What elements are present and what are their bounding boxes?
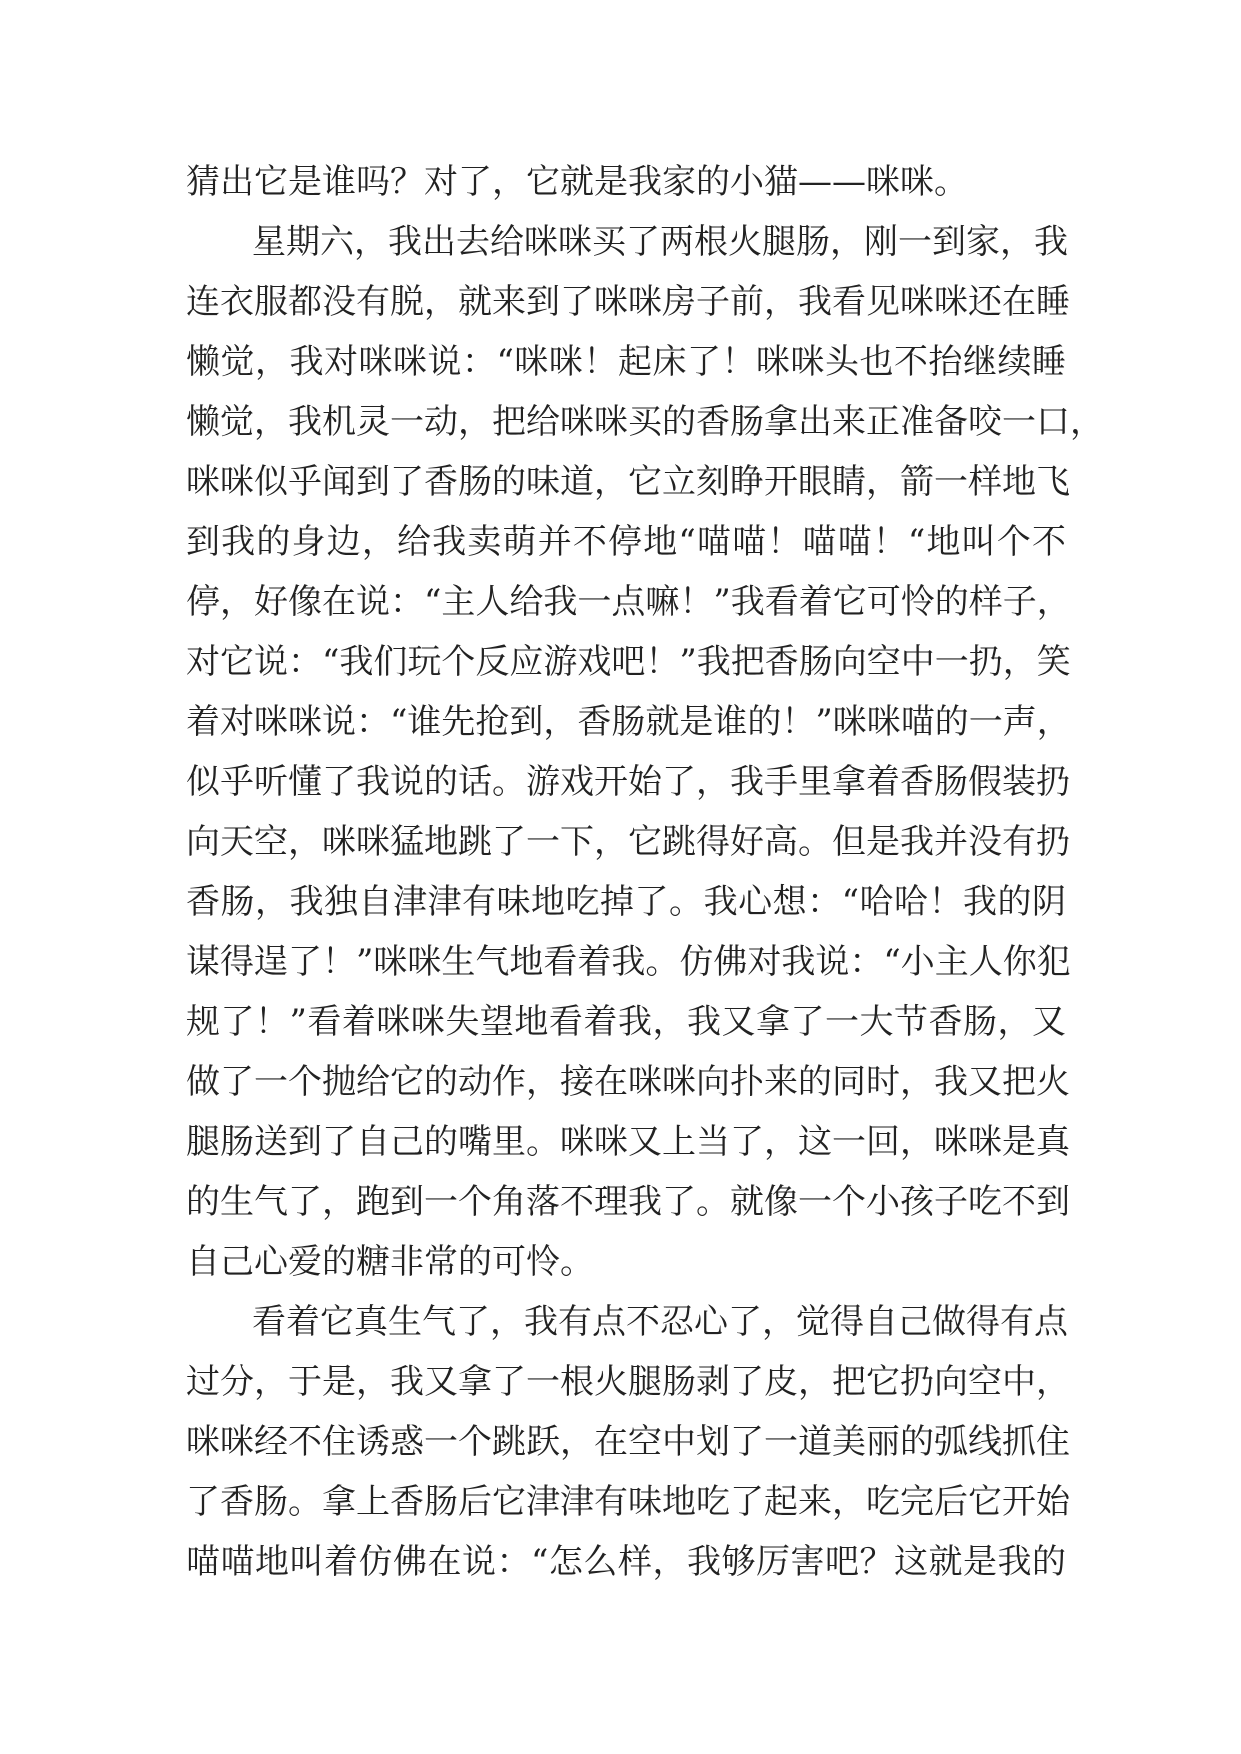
text-line: 喵喵地叫着仿佛在说：“怎么样，我够厉害吧？这就是我的 (186, 1542, 1066, 1582)
text-line: 规了！”看着咪咪失望地看着我，我又拿了一大节香肠，又 (186, 1002, 1066, 1042)
body-text (186, 152, 1104, 1592)
text-line: 着对咪咪说：“谁先抢到，香肠就是谁的！”咪咪喵的一声， (186, 702, 1071, 742)
text-line: 自己心爱的糖非常的可怜。 (186, 1242, 594, 1282)
text-line: 到我的身边，给我卖萌并不停地“喵喵！喵喵！“地叫个不 (186, 522, 1066, 562)
text-line: 向天空，咪咪猛地跳了一下，它跳得好高。但是我并没有扔 (186, 822, 1070, 862)
text-line: 懒觉，我机灵一动，把给咪咪买的香肠拿出来正准备咬一口， (186, 402, 1104, 442)
text-line: 看着它真生气了，我有点不忍心了，觉得自己做得有点 (252, 1302, 1068, 1342)
text-line: 过分，于是，我又拿了一根火腿肠剥了皮，把它扔向空中， (186, 1362, 1070, 1402)
text-line: 似乎听懂了我说的话。游戏开始了，我手里拿着香肠假装扔 (186, 762, 1070, 802)
text-line: 咪咪经不住诱惑一个跳跃，在空中划了一道美丽的弧线抓住 (186, 1422, 1070, 1462)
text-line: 的生气了，跑到一个角落不理我了。就像一个小孩子吃不到 (186, 1182, 1070, 1222)
text-line: 腿肠送到了自己的嘴里。咪咪又上当了，这一回，咪咪是真 (186, 1122, 1070, 1162)
text-line: 谋得逞了！”咪咪生气地看着我。仿佛对我说：“小主人你犯 (186, 942, 1071, 982)
text-line: 连衣服都没有脱，就来到了咪咪房子前，我看见咪咪还在睡 (186, 282, 1070, 322)
text-line: 对它说：“我们玩个反应游戏吧！”我把香肠向空中一扔，笑 (186, 642, 1071, 682)
text-line: 猜出它是谁吗？对了，它就是我家的小猫——咪咪。 (186, 162, 968, 202)
text-line: 咪咪似乎闻到了香肠的味道，它立刻睁开眼睛，箭一样地飞 (186, 462, 1070, 502)
text-line: 香肠，我独自津津有味地吃掉了。我心想：“哈哈！我的阴 (186, 882, 1066, 922)
text-line: 星期六，我出去给咪咪买了两根火腿肠，刚一到家，我 (252, 222, 1068, 262)
text-line: 做了一个抛给它的动作，接在咪咪向扑来的同时，我又把火 (186, 1062, 1070, 1102)
text-line: 停，好像在说：“主人给我一点嘛！”我看着它可怜的样子， (186, 582, 1071, 622)
text-line: 了香肠。拿上香肠后它津津有味地吃了起来，吃完后它开始 (186, 1482, 1070, 1522)
text-line: 懒觉，我对咪咪说：“咪咪！起床了！咪咪头也不抬继续睡 (186, 342, 1066, 382)
